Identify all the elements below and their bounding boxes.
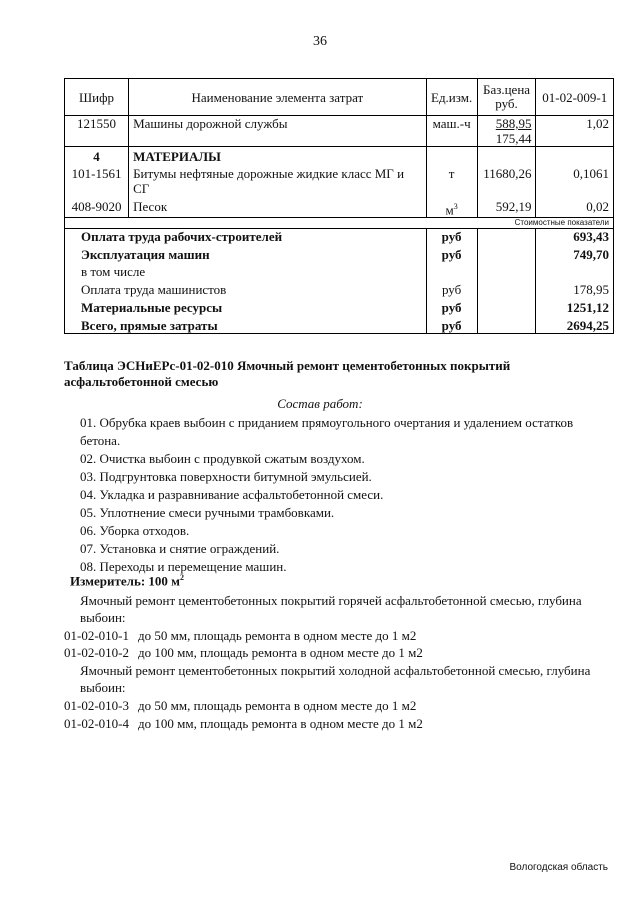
norm-text: до 100 мм, площадь ремонта в одном месте до 1 м2 (138, 645, 423, 660)
group-cold: Ямочный ремонт цементобетонных покрытий холодной асфальтобетонной смесью, глубина выбоин: (80, 663, 591, 695)
summary-name: Всего, прямые затраты (65, 315, 427, 334)
work-item: 05. Уплотнение смеси ручными трамбовками. (80, 505, 335, 520)
material-row (65, 196, 614, 218)
material-value: 0,02 (536, 196, 614, 218)
measurer: Измеритель: 100 $м^2$ (70, 573, 185, 589)
summary-value: 693,43 (536, 229, 614, 245)
materials-section-code: 4 (65, 147, 129, 165)
material-code: 408-9020 (65, 196, 129, 218)
work-item: 02. Очистка выбоин с продувкой сжатым воздухом. (80, 451, 365, 466)
summary-value: 749,70 (536, 244, 614, 262)
norm-code: 01-02-010-1 (64, 628, 129, 643)
work-item: 06. Уборка отходов. (80, 523, 190, 538)
footer-region: Вологодская область (509, 862, 608, 873)
table-header-row (65, 79, 614, 116)
material-name: Битумы нефтяные дорожные жидкие класс МГ и СГ (129, 164, 427, 196)
material-code: 101-1561 (65, 164, 129, 196)
machine-row (65, 116, 614, 147)
norm-item (64, 644, 423, 661)
norm-text: до 50 мм, площадь ремонта в одном месте до 1 м2 (138, 628, 417, 643)
cost-table (64, 78, 614, 334)
group-hot: Ямочный ремонт цементобетонных покрытий горячей асфальтобетонной смесью, глубина выбоин: (80, 593, 582, 625)
machine-code: 121550 (65, 116, 129, 147)
machine-unit: маш.-ч (426, 116, 477, 147)
material-value: 0,1061 (536, 164, 614, 196)
summary-row (65, 279, 614, 297)
material-unit: т (426, 164, 477, 196)
summary-row (65, 229, 614, 245)
machine-price (477, 116, 536, 147)
summary-row (65, 297, 614, 315)
works-heading: Состав работ: (277, 396, 363, 411)
norm-item (64, 715, 423, 732)
norm-code: 01-02-010-2 (64, 645, 129, 660)
norm-text: до 100 мм, площадь ремонта в одном месте до 1 м2 (138, 716, 423, 731)
summary-value: 2694,25 (536, 315, 614, 334)
work-item: 01. Обрубка краев выбоин с приданием прямоугольного очертания и удалением остатков бетона. (80, 415, 574, 448)
summary-unit: руб (426, 229, 477, 245)
machine-name: Машины дорожной службы (129, 116, 427, 147)
work-item: 03. Подгрунтовка поверхности битумной эмульсией. (80, 469, 372, 484)
norm-item (64, 627, 416, 644)
header-unit: Ед.изм. (426, 79, 477, 116)
header-base-price: Баз.цена руб. (477, 79, 536, 116)
work-item: 04. Укладка и разравнивание асфальтобетонной смеси. (80, 487, 384, 502)
norm-item (64, 697, 416, 714)
indicators-label: Стоимостные показатели (65, 218, 614, 229)
norm-text: до 50 мм, площадь ремонта в одном месте до 1 м2 (138, 698, 417, 713)
header-norm: 01-02-009-1 (536, 79, 614, 116)
summary-row (65, 244, 614, 262)
header-code: Шифр (65, 79, 129, 116)
indicators-label-row (65, 218, 614, 229)
machine-price-1: 588,95 (495, 116, 532, 131)
summary-name: Материальные ресурсы (65, 297, 427, 315)
section-title: Таблица ЭСНиЕРс-01-02-010 Ямочный ремонт цементобетонных покрытий асфальтобетонной смесью (64, 358, 511, 389)
summary-name: в том числе (65, 262, 427, 279)
header-name: Наименование элемента затрат (129, 79, 427, 116)
machine-value: 1,02 (536, 116, 614, 147)
material-row (65, 164, 614, 196)
summary-unit: руб (426, 279, 477, 297)
work-item: 08. Переходы и перемещение машин. (80, 559, 287, 574)
summary-unit: руб (426, 315, 477, 334)
summary-name: Оплата труда машинистов (65, 279, 427, 297)
material-name: Песок (129, 196, 427, 218)
summary-row (65, 262, 614, 279)
materials-section-title: МАТЕРИАЛЫ (129, 147, 427, 165)
material-price: 592,19 (477, 196, 536, 218)
summary-unit: руб (426, 244, 477, 262)
page-number: 36 (313, 34, 327, 49)
summary-row (65, 315, 614, 334)
norm-code: 01-02-010-3 (64, 698, 129, 713)
norm-code: 01-02-010-4 (64, 716, 129, 731)
summary-name: Оплата труда рабочих-строителей (65, 229, 427, 245)
summary-name: Эксплуатация машин (65, 244, 427, 262)
summary-value: 1251,12 (536, 297, 614, 315)
material-unit: $м^3$ (426, 196, 477, 218)
summary-unit: руб (426, 297, 477, 315)
machine-price-2: 175,44 (495, 131, 532, 146)
works-list (80, 414, 600, 576)
summary-value: 178,95 (536, 279, 614, 297)
materials-section-row (65, 147, 614, 165)
material-price: 11680,26 (477, 164, 536, 196)
work-item: 07. Установка и снятие ограждений. (80, 541, 280, 556)
